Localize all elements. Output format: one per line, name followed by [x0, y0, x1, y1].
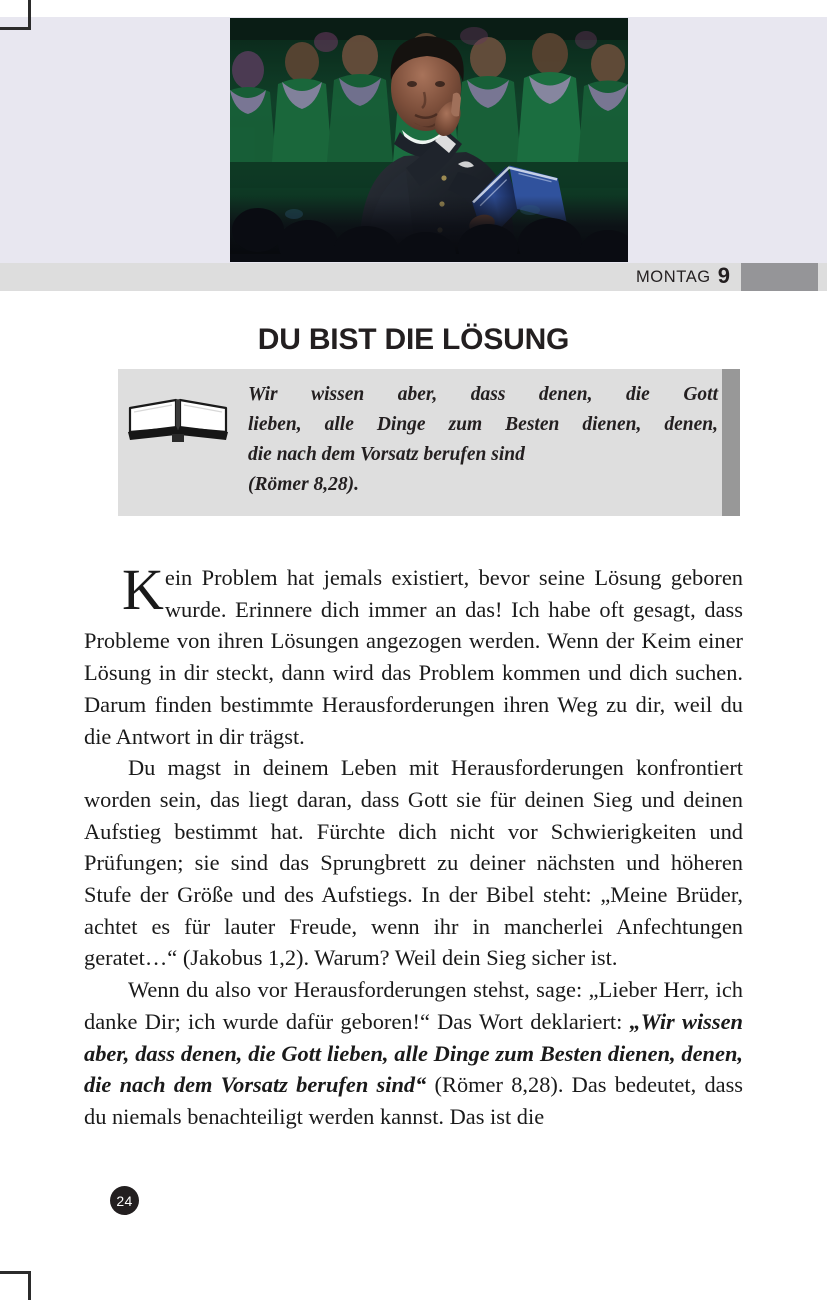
- body-paragraph-3-lead: Wenn du also vor Herausforderungen stehst, sage: „Lieber Herr, ich danke Dir; ich wurde dafür geboren!“ Das Wort deklariert:: [84, 977, 743, 1034]
- body-paragraph-1-text: ein Problem hat jemals existiert, bevor seine Lösung geboren wurde. Erinnere dich immer an das! Ich habe oft gesagt, dass Probleme von ihren Lösungen angezogen werden. Wenn der Keim einer Lösung in dir steckt, dann wird das Problem kommen und dich suchen. Darum finden bestimmte Herausforderungen ihren Weg zu dir, weil du die Antwort in dir trägst.: [84, 565, 743, 749]
- body-paragraph-3-scripture-quote: „Wir wissen aber, dass denen, die Gott lieben, alle Dinge zum Besten dienen, denen, die nach dem Vorsatz berufen sind“: [84, 1008, 743, 1098]
- article-body: [84, 557, 743, 1133]
- drop-cap: K: [122, 557, 164, 622]
- page-title: DU BIST DIE LÖSUNG: [257, 323, 570, 357]
- crop-mark-top-left-horizontal: [0, 27, 31, 30]
- scripture-accent-bar: [722, 369, 740, 516]
- day-header-label: [560, 263, 730, 291]
- day-name: MONTAG: [635, 267, 711, 286]
- scripture-line-2: lieben, alle Dinge zum Besten dienen, denen,: [248, 414, 718, 435]
- day-header-accent-block: [741, 263, 818, 291]
- crop-mark-top-left-vertical: [28, 0, 31, 30]
- scripture-box: [118, 369, 740, 516]
- crop-mark-bottom-left-horizontal: [0, 1271, 31, 1274]
- day-number: 9: [717, 263, 730, 288]
- page-number-badge: 24: [110, 1186, 139, 1215]
- body-paragraph-3-tail: (Römer 8,28). Das bedeutet, dass du niemals benachteiligt werden kannst. Das ist die: [84, 1072, 743, 1129]
- crop-mark-bottom-left-vertical: [28, 1272, 31, 1300]
- preacher-photo: [230, 18, 628, 262]
- body-paragraph-3: [84, 974, 743, 1133]
- scripture-line-3: die nach dem Vorsatz berufen sind: [248, 444, 525, 465]
- scripture-text: [248, 380, 718, 500]
- body-paragraph-1: [84, 557, 743, 752]
- open-book-icon: [122, 388, 234, 450]
- body-paragraph-2: Du magst in deinem Leben mit Herausforderungen konfrontiert worden sein, das liegt daran, dass Gott sie für deinen Sieg und deinen Aufstieg bestimmt hat. Fürchte dich nicht vor Schwierigkeiten und Prüfungen; sie sind das Sprungbrett zu deiner nächsten und höheren Stufe der Größe und des Aufstiegs. In der Bibel steht: „Meine Brüder, achtet es für lauter Freude, wenn ihr in mancherlei Anfechtungen geratet…“ (Jakobus 1,2). Warum? Weil dein Sieg sicher ist.: [84, 755, 743, 971]
- scripture-line-1: Wir wissen aber, dass denen, die Gott: [248, 384, 718, 405]
- scripture-reference: (Römer 8,28).: [248, 474, 360, 495]
